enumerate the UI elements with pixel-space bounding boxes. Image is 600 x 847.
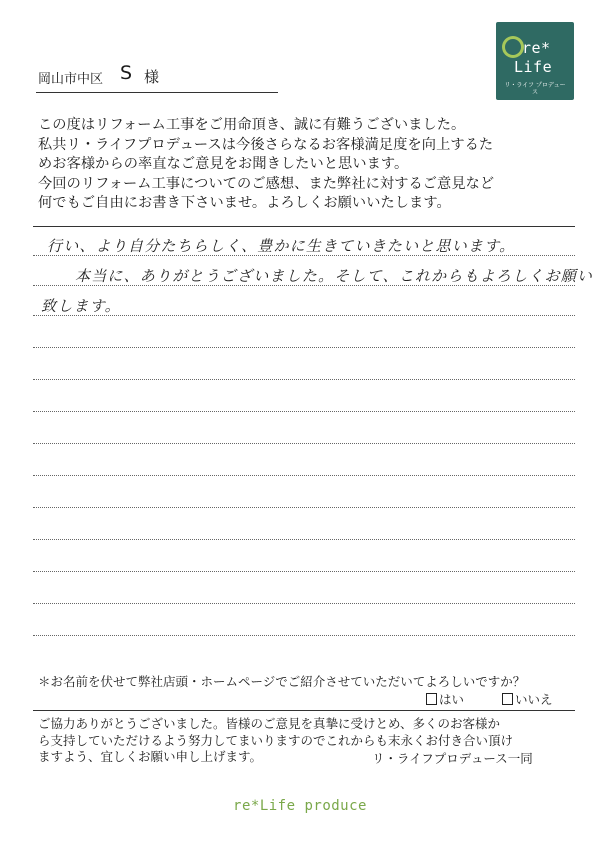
yes-label: はい xyxy=(439,692,465,707)
consent-choices xyxy=(426,690,553,708)
ruled-line xyxy=(33,635,575,636)
comment-area xyxy=(33,226,594,697)
ruled-line xyxy=(33,347,575,348)
divider xyxy=(33,710,575,711)
no-checkbox[interactable] xyxy=(502,693,513,705)
logo-text-line1: re* xyxy=(522,39,551,57)
closing-line: ご協力ありがとうございました。皆様のご意見を真摯に受けとめ、多くのお客様か xyxy=(38,716,501,731)
ruled-line xyxy=(33,443,575,444)
intro-line: この度はリフォーム工事をご用命頂き、誠に有難うございました。 xyxy=(38,117,466,133)
no-label: いいえ xyxy=(514,692,553,707)
handwritten-line: 行い、より自分たちらしく、豊かに生きていきたいと思います。 xyxy=(47,237,516,255)
handwritten-line: 致します。 xyxy=(41,297,121,315)
logo-text-line2: Life xyxy=(514,58,553,76)
intro-paragraph xyxy=(38,116,566,214)
ward-label: 岡山市中区 xyxy=(38,72,104,87)
closing-line: ますよう、宜しくお願い申し上げます。 xyxy=(38,749,263,764)
intro-line: 私共リ・ライフプロデュースは今後さらなるお客様満足度を向上するた xyxy=(38,136,494,153)
intro-line: 何でもご自由にお書き下さいませ。よろしくお願いいたします。 xyxy=(38,195,451,212)
company-signature: リ・ライフプロデュース一同 xyxy=(372,751,533,766)
ruled-line xyxy=(33,507,575,508)
intro-line: 今回のリフォーム工事についてのご感想、また弊社に対するご意見など xyxy=(38,175,495,192)
customer-name-row xyxy=(38,62,438,90)
handwritten-line: 本当に、ありがとうございました。そして、これからもよろしくお願い xyxy=(75,267,594,285)
ruled-line xyxy=(33,539,575,540)
honorific: 様 xyxy=(144,68,160,86)
logo-subtitle: リ・ライフ プロデュース xyxy=(504,82,566,96)
name-underline xyxy=(36,92,278,93)
re-life-logo xyxy=(496,22,574,100)
footer-brand: re*Life produce xyxy=(233,798,367,814)
consent-question: ＊お名前を伏せて弊社店頭・ホームページでご紹介させていただいてよろしいですか？ xyxy=(38,674,526,689)
ruled-line xyxy=(33,379,575,380)
customer-initial: S xyxy=(120,62,133,84)
closing-line: ら支持していただけるよう努力してまいりますのでこれからも末永くお付き合い頂け xyxy=(38,732,514,748)
yes-checkbox[interactable] xyxy=(426,693,437,705)
intro-line: めお客様からの率直なご意見をお聞きしたいと思います。 xyxy=(38,156,409,173)
ruled-line xyxy=(33,411,575,412)
ruled-line xyxy=(33,571,575,572)
ruled-line xyxy=(33,475,575,476)
ruled-line xyxy=(33,603,575,604)
